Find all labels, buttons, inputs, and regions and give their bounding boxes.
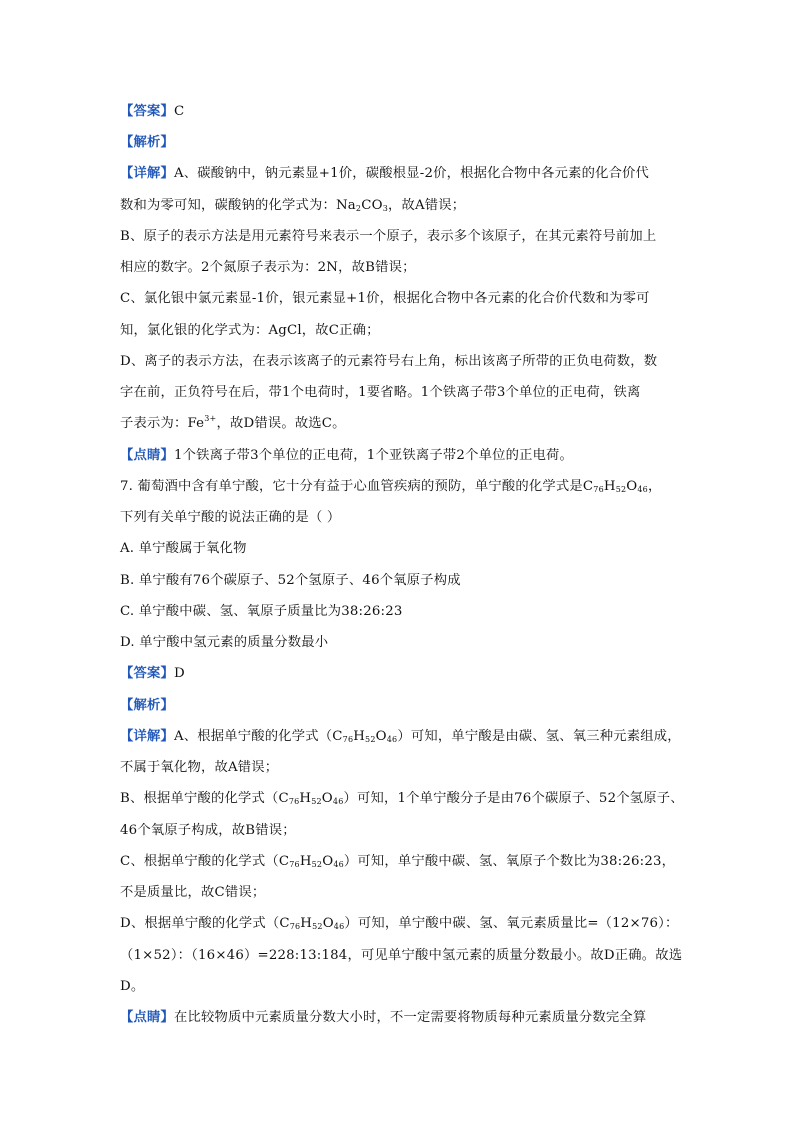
q7-stem-line-1 [120,477,661,497]
analysis-tag: 【解析】 [120,698,174,713]
q7-option-a: A. 单宁酸属于氧化物 [120,541,247,556]
q6-option-c-line-1: C、氯化银中氯元素显-1价，银元素显+1价，根据化合物中各元素的化合价代数和为零可 [120,291,650,306]
q7-detail-b-line-2: 46个氧原子构成，故B错误； [120,823,296,838]
q6-text: ，故A错误； [388,198,466,213]
q7-analysis-heading [120,696,174,716]
q6-analysis-heading [120,133,174,153]
q7-detail-c-line-1 [120,852,675,872]
subscript: 76 [593,485,604,494]
q6-text: 数和为零可知，碳酸钠的化学式为：Na [120,198,356,213]
q7-detail-d-line-3: D。 [120,979,145,994]
q7-detail-a-line-2: 不属于氧化物，故A错误； [120,760,279,775]
q6-option-c-line-2: 知，氯化银的化学式为：AgCl，故C正确； [120,323,380,338]
q7-detail-d-line-2: （1×52）：（16×46）=228:13:184，可见单宁酸中氢元素的质量分数最小。故D正确。故选 [120,948,683,963]
q7-option-c: C. 单宁酸中碳、氢、氧原子质量比为38:26:23 [120,604,403,619]
comment-tag: 【点睛】 [120,448,174,463]
q7-stem-text: 7. 葡萄酒中含有单宁酸，它十分有益于心血管疾病的预防，单宁酸的化学式是C [120,479,594,494]
q7-stem-text: H [603,479,616,494]
formula: $C_{76}H_{52}O_{46}$ [332,729,398,744]
q7-stem-text: ， [647,479,662,494]
answer-tag: 【答案】 [120,104,174,119]
q6-detail-line-1 [120,164,649,184]
subscript: 2 [355,204,362,213]
q7-detail-c-line-2: 不是质量比，故C错误； [120,885,266,900]
q6-text: 子表示为：Fe [120,416,205,431]
q7-detail-d-line-1 [120,914,679,934]
subscript: 52 [615,485,627,494]
q7-answer-value: D [174,666,185,681]
formula: $C_{76}H_{52}O_{46}$ [278,791,344,806]
q7-detail-b-line-1 [120,789,684,809]
superscript: 3+ [204,414,217,423]
q7-stem-line-2: 下列有关单宁酸的说法正确的是（ ） [120,510,341,525]
q7-option-b: B. 单宁酸有76个碳原子、52个氢原子、46个氧原子构成 [120,573,461,588]
formula: $C_{76}H_{52}O_{46}$ [279,916,345,931]
q7-text: D、根据单宁酸的化学式（ [120,916,280,931]
q7-text: C、根据单宁酸的化学式（ [120,854,279,869]
q6-option-d-line-1: D、离子的表示方法，在表示该离子的元素符号右上角，标出该离子所带的正负电荷数，数 [120,354,658,369]
q6-option-d-line-2: 字在前，正负符号在后，带1个电荷时，1要省略。1个铁离子带3个单位的正电荷，铁离 [120,385,641,400]
q7-text: ）可知，1个单宁酸分子是由76个碳原子、52个氢原子、 [343,791,684,806]
q6-answer-line [120,102,184,122]
q6-text: ，故D错误。故选C。 [216,416,346,431]
analysis-tag: 【解析】 [120,135,174,150]
q7-text: A、根据单宁酸的化学式（ [174,729,333,744]
q6-option-b-line-1: B、原子的表示方法是用元素符号来表示一个原子，表示多个该原子，在其元素符号前加上 [120,229,657,244]
q6-text: CO [361,198,383,213]
q7-option-d: D. 单宁酸中氢元素的质量分数最小 [120,635,329,650]
q7-comment-line [120,1008,646,1028]
formula: $C_{76}H_{52}O_{46}$ [278,854,344,869]
q6-detail-text: A、碳酸钠中，钠元素显+1价，碳酸根显-2价，根据化合物中各元素的化合价代 [174,166,650,181]
q7-text: ）可知，单宁酸中碳、氢、氧元素质量比=（12×76）： [344,916,679,931]
answer-tag: 【答案】 [120,666,174,681]
q6-option-b-line-2: 相应的数字。2个氮原子表示为：2N，故B错误； [120,260,416,275]
q6-comment-text: 1个铁离子带3个单位的正电荷，1个亚铁离子带2个单位的正电荷。 [174,448,574,463]
q6-detail-line-2 [120,196,465,216]
q6-comment-line [120,446,573,466]
detail-tag: 【详解】 [120,166,174,181]
comment-tag: 【点睛】 [120,1010,174,1025]
subscript: 46 [637,485,648,494]
detail-tag: 【详解】 [120,729,174,744]
q7-comment-text: 在比较物质中元素质量分数大小时，不一定需要将物质每种元素质量分数完全算 [174,1010,647,1025]
q7-text: ）可知，单宁酸是由碳、氢、氧三种元素组成， [397,729,681,744]
subscript: 3 [382,204,388,213]
q7-detail-a-line-1 [120,727,681,747]
q6-option-d-line-3 [120,414,346,434]
q7-answer-line [120,664,185,684]
q7-text: B、根据单宁酸的化学式（ [120,791,279,806]
q7-stem-text: O [626,479,638,494]
q6-answer-value: C [174,104,185,119]
q7-text: ）可知，单宁酸中碳、氢、氧原子个数比为38:26:23， [343,854,676,869]
